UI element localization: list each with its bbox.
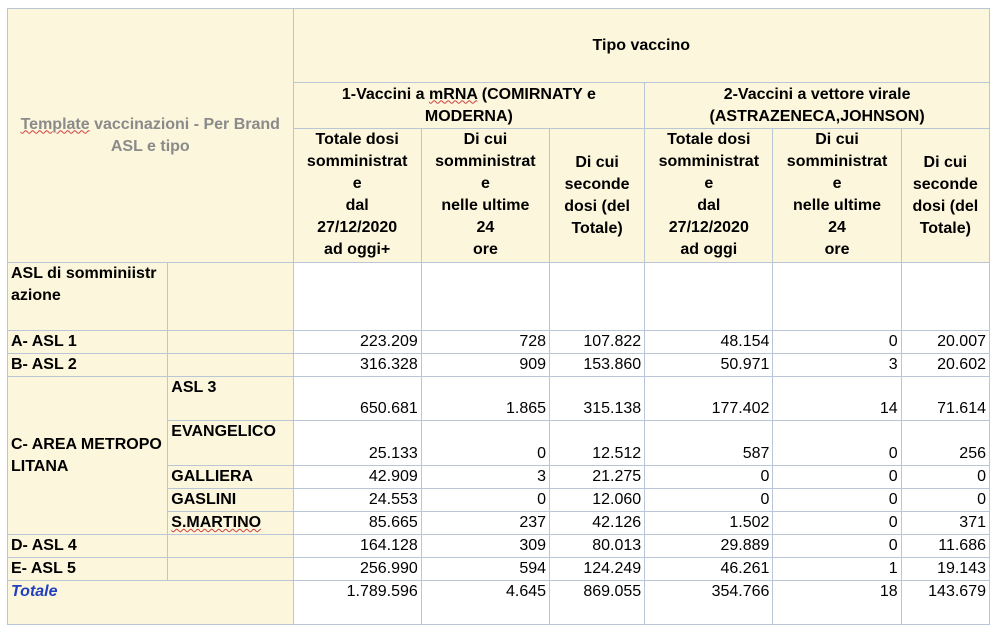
value-cell: 85.665 [293,512,421,535]
totale-label: Totale [8,581,294,625]
header-line: somministrat [435,153,536,170]
value-cell: 256.990 [293,558,421,581]
value-cell: 164.128 [293,535,421,558]
value-cell: 1.502 [645,512,773,535]
table-row [8,354,990,377]
value-cell: 14 [773,377,901,421]
value-cell: 0 [901,489,989,512]
header-line: seconde [912,175,978,193]
header-line: 24 [828,219,846,236]
header-line: Di cui [923,153,968,171]
header-line: Di cui [815,131,859,148]
area-metropolitana-label: C- AREA METROPOLITANA [8,377,168,535]
header-line: Di cui [463,131,508,148]
header-line: seconde [564,175,630,193]
value-cell: 3 [421,466,549,489]
value-cell: 256 [901,421,989,466]
value-cell: 354.766 [645,581,773,625]
value-cell: 4.645 [421,581,549,625]
value-cell: 124.249 [550,558,645,581]
value-cell: 3 [773,354,901,377]
value-cell: 0 [645,489,773,512]
value-cell: 25.133 [293,421,421,466]
header-line: somministrat [658,153,760,170]
value-cell: 18 [773,581,901,625]
header-line: e [480,175,490,192]
header-line: Totale) [919,219,971,237]
table-row [8,558,990,581]
value-cell: 0 [773,421,901,466]
value-cell: 46.261 [645,558,773,581]
col-header-mrna-24h [421,129,549,263]
value-cell: 237 [421,512,549,535]
row-label: B- ASL 2 [8,354,168,377]
header-line: somministrat [306,153,408,170]
header-line: 1-Vaccini a [341,85,430,103]
value-cell: 12.060 [550,489,645,512]
header-line: somministrat [786,153,888,170]
value-cell: 0 [773,535,901,558]
value-cell: 0 [901,466,989,489]
value-cell: 143.679 [901,581,989,625]
row-label [168,512,293,535]
col-header-vector-24h [773,129,901,263]
header-line: 24 [476,219,495,236]
value-cell: 0 [773,512,901,535]
value-cell: 20.007 [901,331,989,354]
value-cell: 80.013 [550,535,645,558]
value-cell: 12.512 [550,421,645,466]
value-cell: 50.971 [645,354,773,377]
header-line: ad oggi [680,241,738,258]
header-line: e [832,175,842,192]
value-cell: 42.126 [550,512,645,535]
row-label: ASL 3 [168,377,293,421]
value-cell: 223.209 [293,331,421,354]
header-line: nelle ultime [441,197,530,214]
header-line: dosi (del [564,197,630,215]
template-title [8,9,294,263]
value-cell: 869.055 [550,581,645,625]
row-label: D- ASL 4 [8,535,168,558]
value-cell: 71.614 [901,377,989,421]
header-line: (COMIRNATY e MODERNA) [424,85,596,125]
header-line: Totale dosi [667,131,751,148]
value-cell: 107.822 [550,331,645,354]
value-cell: 728 [421,331,549,354]
value-cell: 11.686 [901,535,989,558]
table-row [8,535,990,558]
col-header-mrna-total [293,129,421,263]
empty-cell [168,263,293,331]
value-cell: 42.909 [293,466,421,489]
value-cell: 29.889 [645,535,773,558]
value-cell: 316.328 [293,354,421,377]
header-line: dal [697,197,721,214]
row-label: EVANGELICO [168,421,293,466]
row-label: GASLINI [168,489,293,512]
row-label: A- ASL 1 [8,331,168,354]
value-cell: 371 [901,512,989,535]
mrna-word: mRNA [429,85,478,103]
value-cell: 0 [421,421,549,466]
value-cell: 0 [773,466,901,489]
table-row [8,331,990,354]
header-line: dal [345,197,369,214]
value-cell: 0 [645,466,773,489]
template-title-rest: vaccinazioni - Per Brand ASL e tipo [89,115,280,155]
value-cell: 909 [421,354,549,377]
value-cell: 587 [645,421,773,466]
value-cell: 48.154 [645,331,773,354]
header-line: ore [824,241,850,258]
value-cell: 1 [773,558,901,581]
value-cell: 24.553 [293,489,421,512]
value-cell: 309 [421,535,549,558]
col-header-vector-total [645,129,773,263]
header-line: Totale) [571,219,623,237]
asl-label: ASL di somminiistrazione [8,263,168,331]
header-line: nelle ultime [793,197,882,214]
col-header-vector-second [901,129,989,263]
value-cell: 153.860 [550,354,645,377]
header-line: 27/12/2020 [317,219,398,236]
row-label: E- ASL 5 [8,558,168,581]
value-cell: 315.138 [550,377,645,421]
header-line: Di cui [575,153,619,171]
mrna-group-header [293,83,645,129]
value-cell: 19.143 [901,558,989,581]
value-cell: 1.865 [421,377,549,421]
value-cell: 0 [421,489,549,512]
value-cell: 594 [421,558,549,581]
vaccination-table [7,8,990,625]
tipo-vaccino-header: Tipo vaccino [293,9,989,83]
value-cell: 1.789.596 [293,581,421,625]
viral-vector-group-header: 2-Vaccini a vettore virale (ASTRAZENECA,JOHNSON) [645,83,990,129]
value-cell: 20.602 [901,354,989,377]
value-cell: 21.275 [550,466,645,489]
row-label: GALLIERA [168,466,293,489]
header-line: ad oggi+ [324,241,391,258]
header-line: e [704,175,714,192]
table-row [8,377,990,421]
col-header-mrna-second [550,129,645,263]
header-line: Totale dosi [315,131,399,148]
header-line: 27/12/2020 [668,219,749,236]
value-cell: 0 [773,331,901,354]
template-title-word: Template [20,115,90,133]
value-cell: 177.402 [645,377,773,421]
header-line: e [352,175,362,192]
value-cell: 650.681 [293,377,421,421]
header-line: dosi (del [912,197,979,215]
value-cell: 0 [773,489,901,512]
totale-row [8,581,990,625]
header-line: S.MARTINO [171,514,262,531]
header-line: ore [472,241,498,258]
